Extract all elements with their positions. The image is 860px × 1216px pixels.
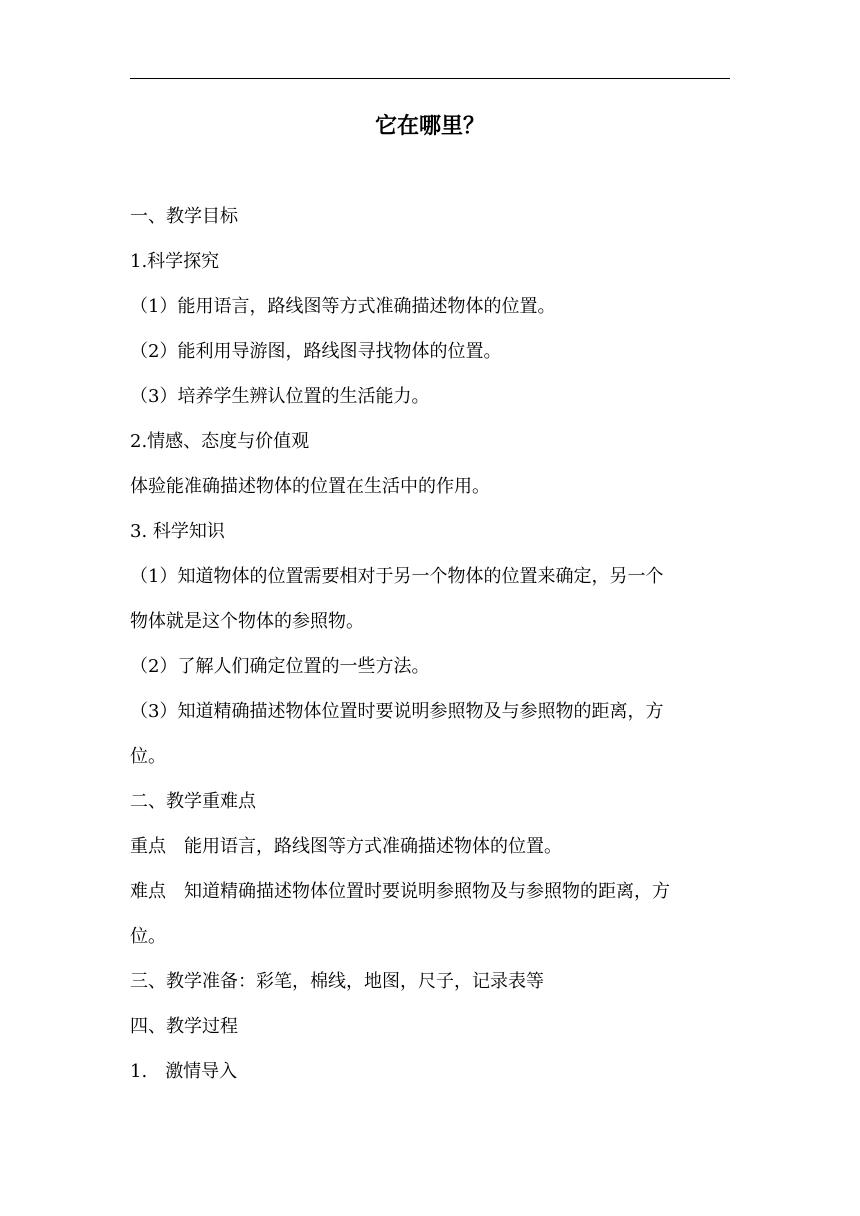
- paragraph: （3）培养学生辨认位置的生活能力。: [130, 386, 430, 407]
- paragraph: （1）知道物体的位置需要相对于另一个物体的位置来确定，另一个: [130, 566, 664, 587]
- section-heading-key-points: 二、教学重难点: [130, 791, 256, 812]
- step-title: 激情导入: [165, 1061, 238, 1082]
- key-point-line: [130, 830, 732, 875]
- paragraph: 位。: [130, 926, 166, 947]
- subsection-heading: 2.情感、态度与价值观: [130, 431, 310, 452]
- header-rule: [130, 78, 730, 79]
- document-body: [130, 200, 732, 1100]
- difficulty-label: 难点: [130, 881, 166, 902]
- paragraph: （2）了解人们确定位置的一些方法。: [130, 656, 430, 677]
- section-heading-preparation: 三、教学准备：彩笔，棉线，地图，尺子，记录表等: [130, 971, 544, 992]
- difficulty-text: 知道精确描述物体位置时要说明参照物及与参照物的距离，方: [184, 881, 670, 902]
- key-point-text: 能用语言，路线图等方式准确描述物体的位置。: [184, 836, 562, 857]
- step-number: 1.: [130, 1061, 148, 1082]
- subsection-heading: 3. 科学知识: [130, 521, 225, 542]
- paragraph: 物体就是这个物体的参照物。: [130, 611, 364, 632]
- difficulty-line: [130, 875, 732, 920]
- paragraph: 体验能准确描述物体的位置在生活中的作用。: [130, 476, 490, 497]
- document-title: 它在哪里？: [374, 114, 485, 139]
- key-point-label: 重点: [130, 836, 166, 857]
- paragraph: 位。: [130, 746, 166, 767]
- subsection-heading-intro: [130, 1055, 732, 1100]
- subsection-heading: 1.科学探究: [130, 251, 220, 272]
- section-heading-objectives: 一、教学目标: [130, 206, 238, 227]
- paragraph: （3）知道精确描述物体位置时要说明参照物及与参照物的距离，方: [130, 701, 664, 722]
- paragraph: （2）能利用导游图，路线图寻找物体的位置。: [130, 341, 502, 362]
- paragraph: （1）能用语言，路线图等方式准确描述物体的位置。: [130, 296, 556, 317]
- section-heading-process: 四、教学过程: [130, 1016, 238, 1037]
